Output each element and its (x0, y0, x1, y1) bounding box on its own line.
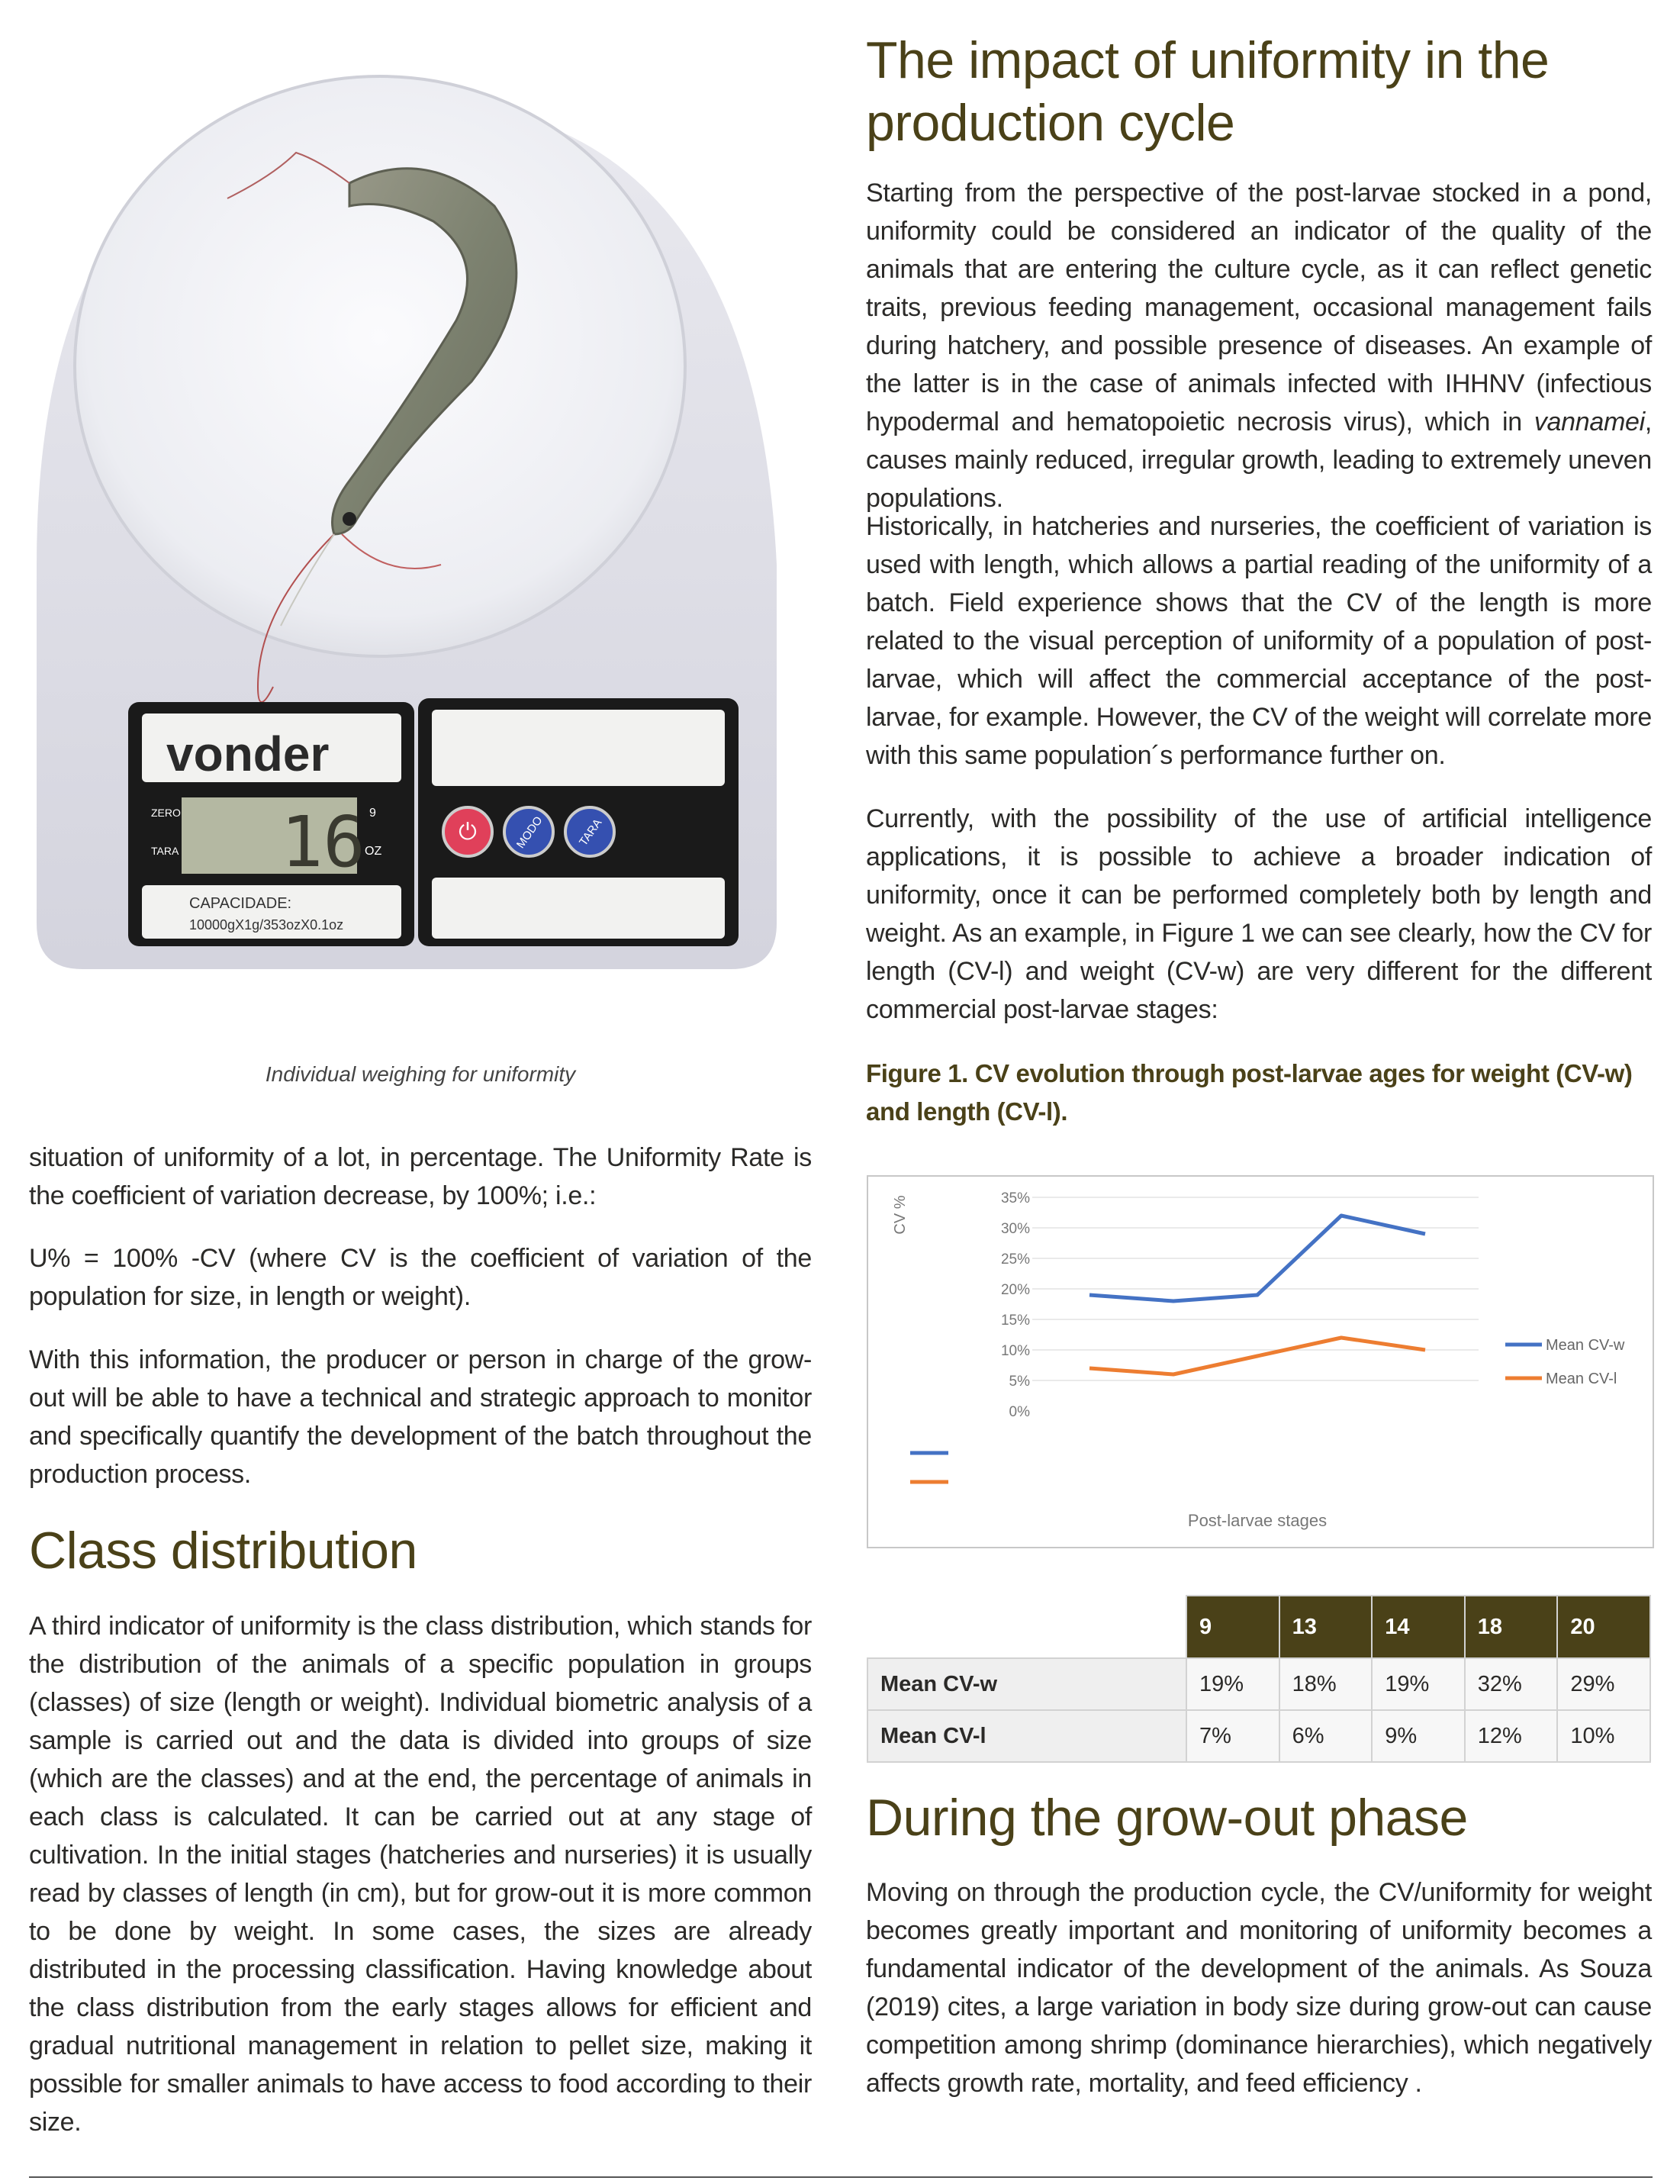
paragraph-grow-out: Moving on through the production cycle, the CV/uniformity for weight becomes greatly important and monitoring of uniformity becomes a fundamental indicator of the development of the animals. As Souza (2019) cites, a large variation in body size during grow-out can cause competition among shrimp (dominance hierarchies), which negatively affects growth rate, mortality, and feed efficiency . (866, 1878, 1652, 2098)
scale-capacity-1: CAPACIDADE: (189, 895, 292, 912)
table-row (867, 1658, 1650, 1710)
heading-class-distribution: Class distribution (29, 1522, 417, 1580)
legend-label: Mean CV-w (1546, 1337, 1625, 1354)
table-cell: 9% (1372, 1710, 1465, 1762)
scale-zero-label: ZERO (151, 807, 181, 819)
table-row (867, 1710, 1650, 1762)
cv-chart (867, 1175, 1654, 1548)
paragraph-producer: With this information, the producer or person in charge of the grow-out will be able to have a technical and strategic approach to monitor and specifically quantify the development of the batch throughout the production process. (29, 1345, 812, 1489)
scale-unit-label: 9 (369, 807, 376, 820)
y-tick-label: 30% (1000, 1221, 1030, 1237)
y-tick-label: 5% (1009, 1374, 1030, 1390)
table-corner (867, 1596, 1186, 1658)
table-cell: 10% (1557, 1710, 1650, 1762)
y-tick-label: 15% (1000, 1313, 1030, 1329)
scale-illustration (29, 31, 792, 1015)
legend-label: Mean CV-l (1546, 1371, 1617, 1387)
photo-credit: Credit: SynbiAqua (565, 978, 725, 1001)
footer-divider (29, 2176, 1653, 2178)
x-axis-label: Post-larvae stages (1187, 1511, 1328, 1530)
table-header-cell: 18 (1465, 1596, 1558, 1658)
table-cell: 6% (1279, 1710, 1373, 1762)
tara-label: TARA (577, 817, 605, 849)
species-name: vannamei (1534, 407, 1645, 436)
table-header-cell: 13 (1279, 1596, 1373, 1658)
figure-caption: Figure 1. CV evolution through post-larvae ages for weight (CV-w) and length (CV-l). (866, 1059, 1633, 1126)
heading-impact: The impact of uniformity in the production cycle (866, 31, 1550, 152)
scale-brand: vonder (166, 726, 330, 781)
table-row-label: Mean CV-l (867, 1710, 1186, 1762)
scale-oz-label: OZ (365, 845, 382, 858)
paragraph-formula: U% = 100% -CV (where CV is the coefficient of variation of the population for size, in length or weight). (29, 1244, 812, 1311)
table-cell: 32% (1465, 1658, 1558, 1710)
y-tick-label: 35% (1000, 1190, 1030, 1206)
cv-chart-svg (868, 1177, 1653, 1547)
table-header-cell: 14 (1372, 1596, 1465, 1658)
paragraph-currently: Currently, with the possibility of the use of artificial intelligence applications, it is possible to achieve a broader indication of uniformity, once it can be performed completely both by length and weight. As an example, in Figure 1 we can see clearly, how the CV for length (CV-l) and weight (CV-w) are very different for the different commercial post-larvae stages: (866, 804, 1652, 1024)
scale-photo (29, 31, 792, 1015)
table-cell: 19% (1372, 1658, 1465, 1710)
paragraph-class-distribution: A third indicator of uniformity is the class distribution, which stands for the distribution of the animals of a specific population in groups (classes) of size (length or weight). Individual biometric analysis of a sample is carried out and the data is divided into groups of size (which are the classes) and at the end, the percentage of animals in each class is calculated. It can be carried out at any stage of cultivation. In the initial stages (hatcheries and nurseries) it is usually read by classes of length (in cm), but for grow-out it is more common to be done by weight. In some cases, the sizes are already distributed in the processing classification. Having knowledge about the class distribution from the early stages allows for efficient and gradual nutritional management in relation to pellet size, making it possible for smaller animals to have access to food according to their size. (29, 1612, 812, 2137)
table-row-label: Mean CV-w (867, 1658, 1186, 1710)
paragraph-post-larvae (866, 174, 1652, 517)
heading-grow-out: During the grow-out phase (866, 1789, 1468, 1847)
table-header-row (867, 1596, 1650, 1658)
paragraph-post-larvae-end: , causes mainly reduced, irregular growth, leading to extremely uneven populations. (866, 407, 1653, 513)
scale-tara-label: TARA (151, 845, 179, 857)
cv-table (867, 1595, 1651, 1763)
table-header-cell: 9 (1186, 1596, 1279, 1658)
table-cell: 19% (1186, 1658, 1279, 1710)
y-axis-label: CV % (892, 1195, 909, 1235)
scale-capacity-2: 10000gX1g/353ozX0.1oz (189, 917, 344, 933)
y-tick-label: 0% (1009, 1404, 1030, 1420)
modo-label: MODO (513, 813, 546, 851)
y-tick-label: 10% (1000, 1343, 1030, 1359)
table-cell: 7% (1186, 1710, 1279, 1762)
scale-display-value: 16 (281, 801, 365, 883)
photo-caption: Individual weighing for uniformity (265, 1062, 576, 1086)
y-tick-label: 20% (1000, 1282, 1030, 1298)
table-cell: 29% (1557, 1658, 1650, 1710)
table-cell: 12% (1465, 1710, 1558, 1762)
paragraph-historically: Historically, in hatcheries and nurseries, the coefficient of variation is used with length, which allows a partial reading of the uniformity of a batch. Field experience shows that the CV of the length is more related to the visual perception of uniformity of a population of post-larvae, which will affect the commercial acceptance of the post-larvae, for example. However, the CV of the weight will correlate more with this same population´s performance further on. (866, 512, 1652, 770)
y-tick-label: 25% (1000, 1251, 1030, 1268)
table-cell: 18% (1279, 1658, 1373, 1710)
power-symbol: ⏻ (459, 819, 477, 846)
table-header-cell: 20 (1557, 1596, 1650, 1658)
paragraph-post-larvae-start: Starting from the perspective of the post-larvae stocked in a pond, uniformity could be considered an indicator of the quality of the animals that are entering the culture cycle, as it can reflect genetic traits, previous feeding management, occasional management fails during hatchery, and possible presence of diseases. An example of the latter is in the case of animals infected with IHHNV (infectious hypodermal and hematopoietic necrosis virus), which in (866, 179, 1652, 436)
paragraph-uniformity-rate: situation of uniformity of a lot, in percentage. The Uniformity Rate is the coefficient of variation decrease, by 100%; i.e.: (29, 1143, 812, 1210)
